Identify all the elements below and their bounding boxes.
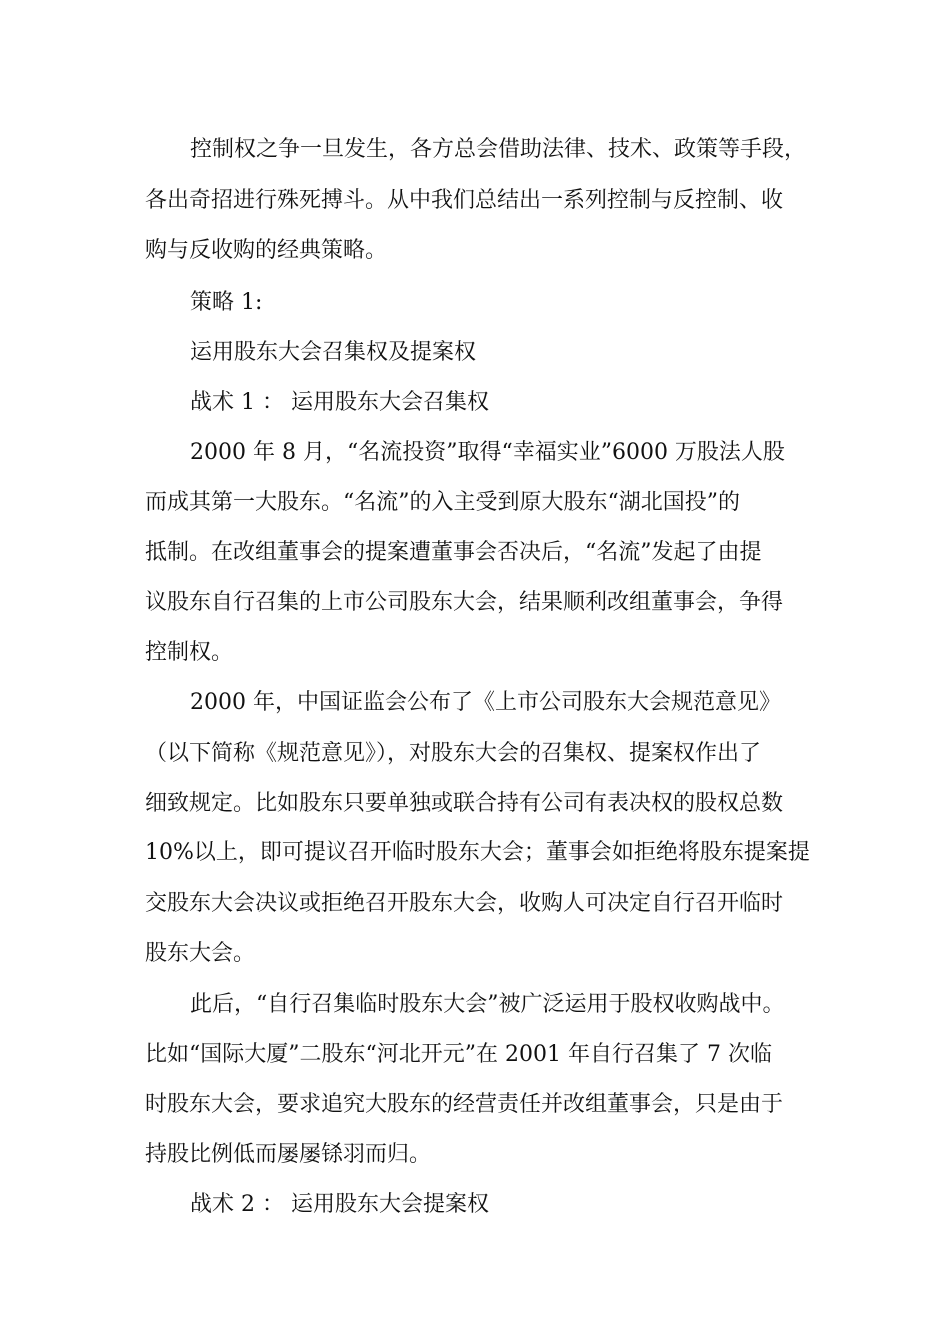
tactic-1-heading: 战术 1 ： 运用股东大会召集权 [190,390,489,415]
paragraph-3-line-6: 股东大会。 [145,941,256,966]
paragraph-2-line-4: 议股东自行召集的上市公司股东大会，结果顺利改组董事会，争得 [145,590,784,615]
strategy-title: 运用股东大会召集权及提案权 [190,340,477,365]
paragraph-2-line-2: 而成其第一大股东。“名流”的入主受到原大股东“湖北国投”的 [145,490,740,515]
paragraph-1-line-2: 各出奇招进行殊死搏斗。从中我们总结出一系列控制与反控制、收 [145,188,784,213]
paragraph-4-line-2: 比如“国际大厦”二股东“河北开元”在 2001 年自行召集了 7 次临 [145,1042,772,1067]
paragraph-2-line-5: 控制权。 [145,640,234,665]
paragraph-2-line-1: 2000 年 8 月，“名流投资”取得“幸福实业”6000 万股法人股 [190,440,785,465]
paragraph-3-line-1: 2000 年，中国证监会公布了《上市公司股东大会规范意见》 [190,690,781,715]
paragraph-4-line-4: 持股比例低而屡屡铩羽而归。 [145,1142,432,1167]
paragraph-4-line-1: 此后，“自行召集临时股东大会”被广泛运用于股权收购战中。 [190,992,785,1017]
paragraph-3-line-2: （以下简称《规范意见》），对股东大会的召集权、提案权作出了 [145,741,762,766]
paragraph-1-line-1: 控制权之争一旦发生，各方总会借助法律、技术、政策等手段， [190,137,807,162]
paragraph-2-line-3: 抵制。在改组董事会的提案遭董事会否决后，“名流”发起了由提 [145,540,762,565]
paragraph-3-line-3: 细致规定。比如股东只要单独或联合持有公司有表决权的股权总数 [145,791,784,816]
paragraph-1-line-3: 购与反收购的经典策略。 [145,238,388,263]
tactic-2-heading: 战术 2 ： 运用股东大会提案权 [190,1192,489,1217]
strategy-heading: 策略 1: [190,290,263,315]
paragraph-4-line-3: 时股东大会，要求追究大股东的经营责任并改组董事会，只是由于 [145,1092,784,1117]
paragraph-3-line-5: 交股东大会决议或拒绝召开股东大会，收购人可决定自行召开临时 [145,891,784,916]
paragraph-3-line-4: 10%以上，即可提议召开临时股东大会；董事会如拒绝将股东提案提 [145,840,810,865]
